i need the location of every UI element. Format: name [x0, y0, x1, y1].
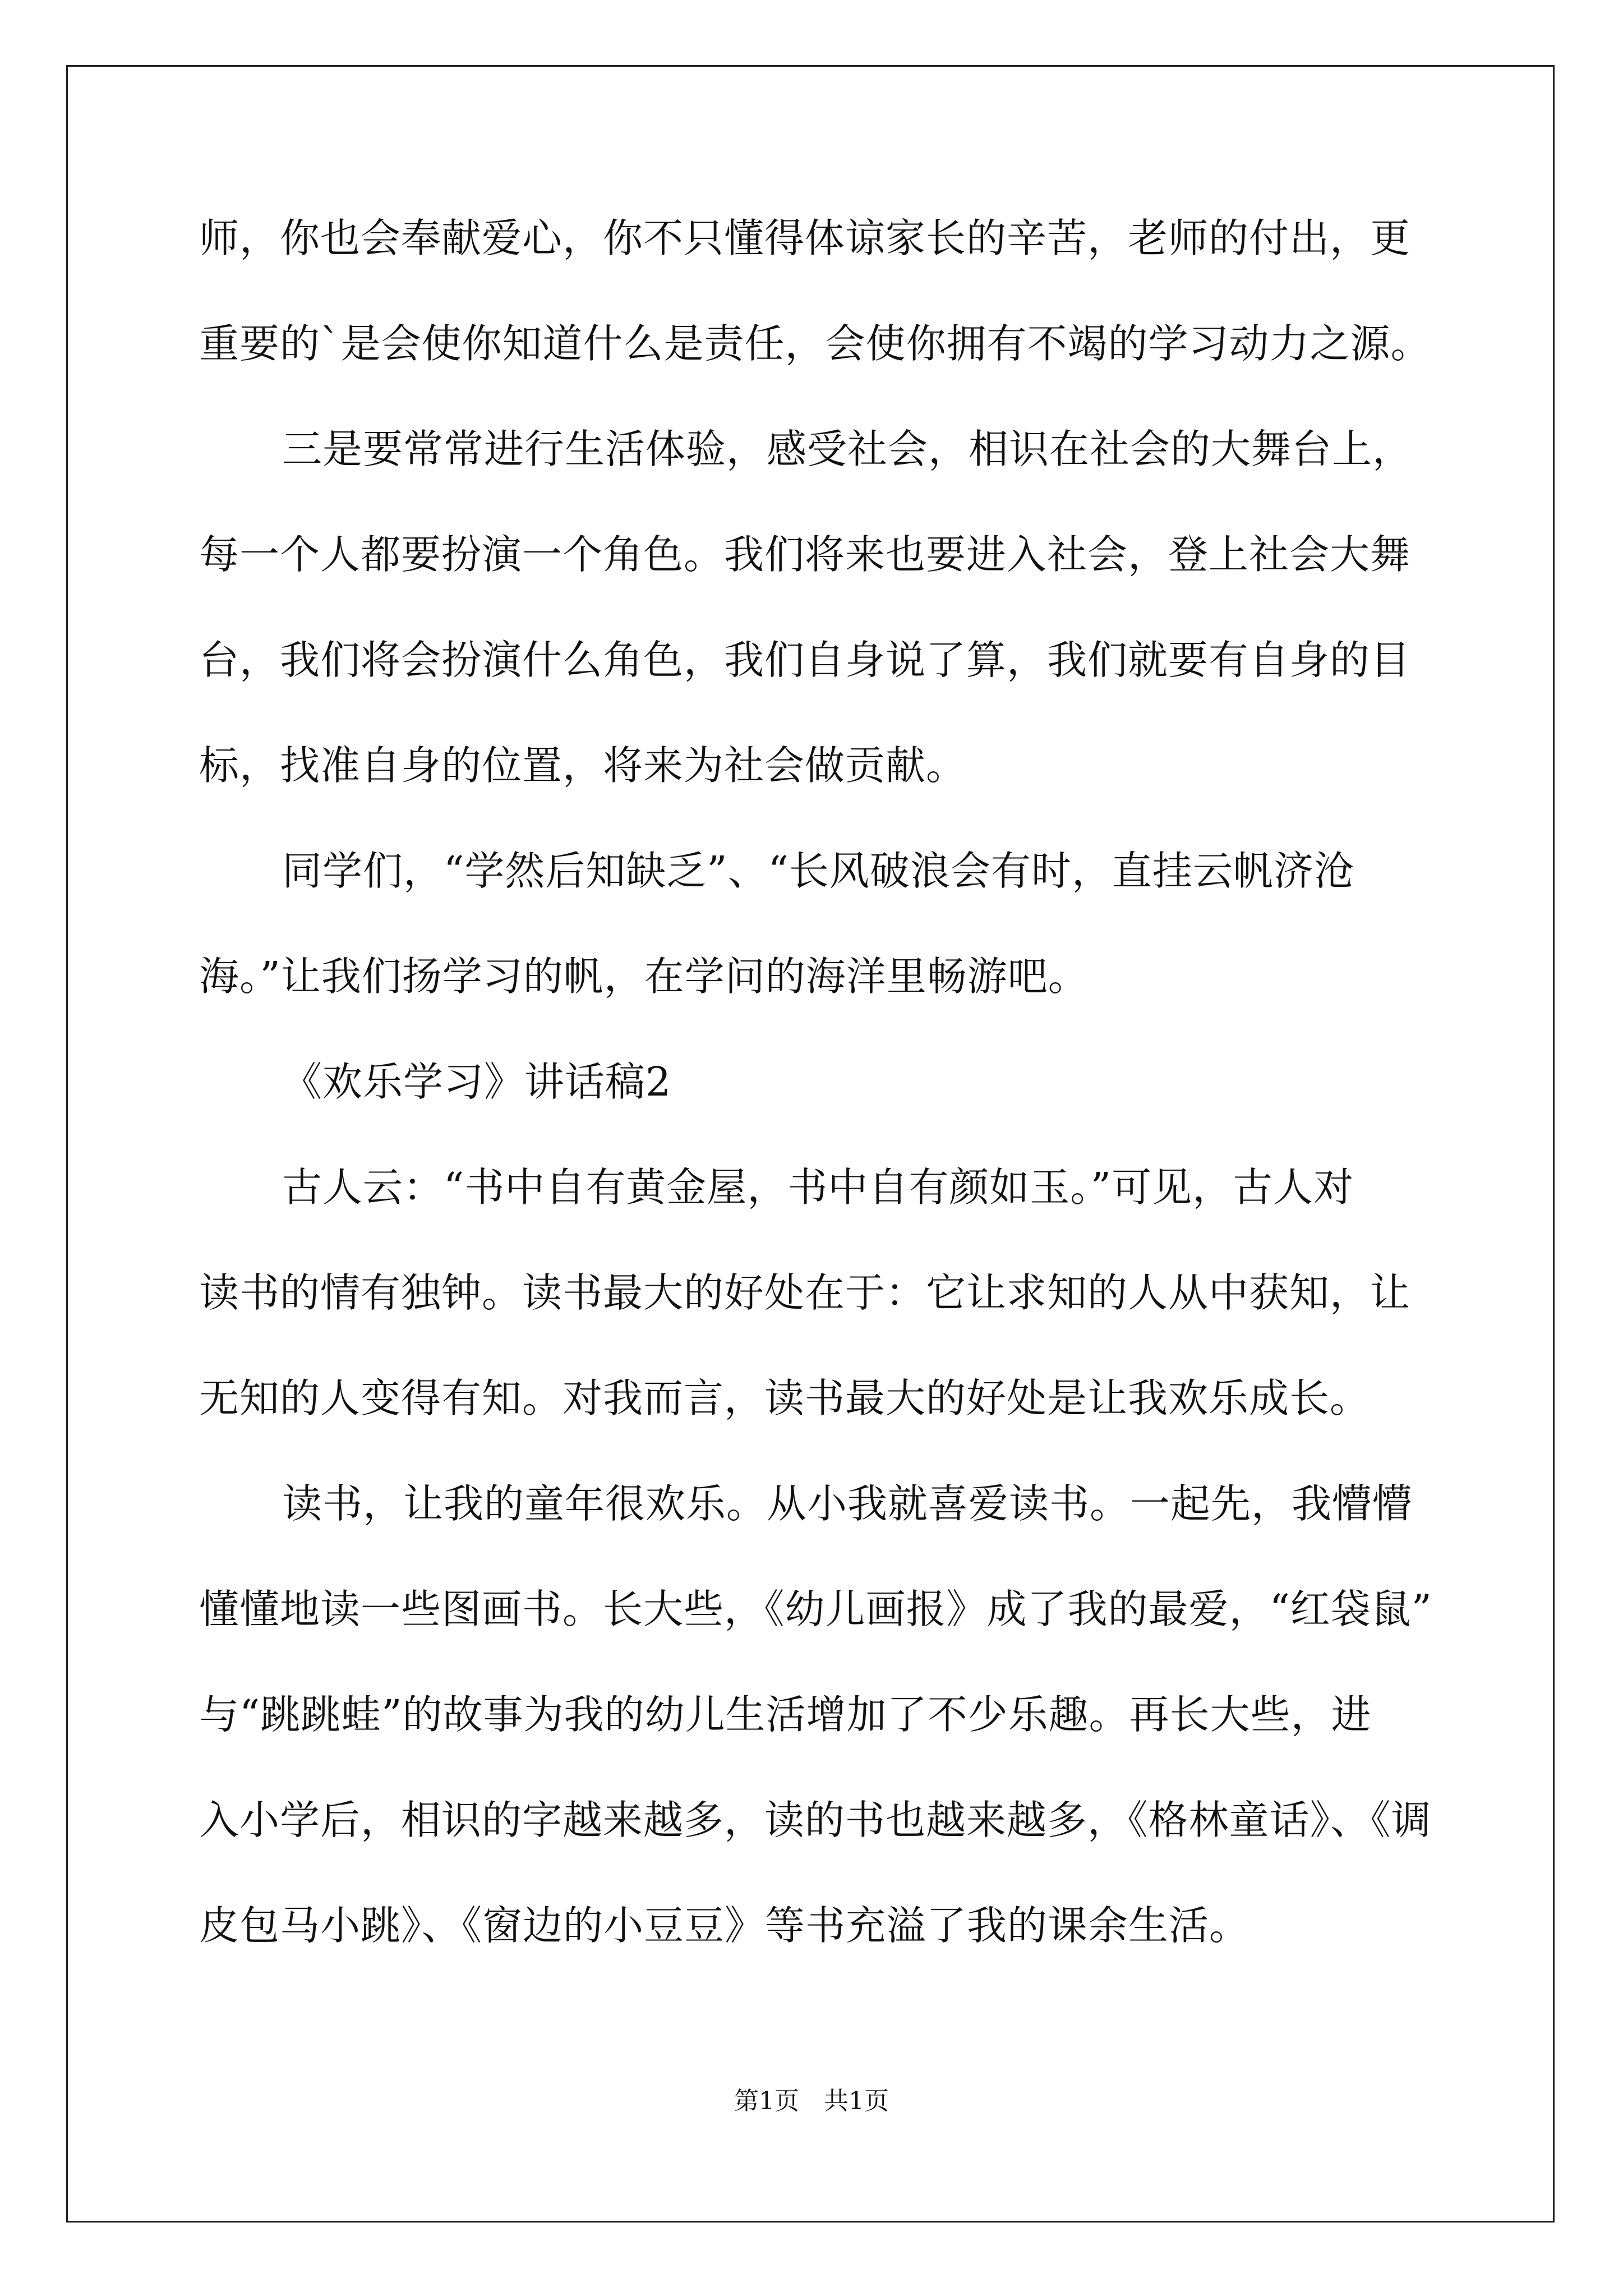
text-line: 读书的情有独钟。读书最大的好处在于：它让求知的人从中获知，让 [199, 1269, 1411, 1316]
text-line: 重要的`是会使你知道什么是责任，会使你拥有不竭的学习动力之源。 [199, 320, 1431, 367]
text-line: 与“跳跳蛙”的故事为我的幼儿生活增加了不少乐趣。再长大些，进 [199, 1691, 1372, 1738]
paragraph-first-line: 同学们，“学然后知缺乏”、“长风破浪会有时，直挂云帆济沧 [282, 848, 1354, 894]
text-line: 入小学后，相识的字越来越多，读的书也越来越多，《格林童话》、《调 [199, 1797, 1432, 1843]
text-line: 师，你也会奉献爱心，你不只懂得体谅家长的辛苦，老师的付出，更 [199, 215, 1411, 261]
paragraph-first-line: 三是要常常进行生活体验，感受社会，相识在社会的大舞台上， [282, 426, 1413, 472]
paragraph-first-line: 古人云：“书中自有黄金屋，书中自有颜如玉。”可见，古人对 [282, 1164, 1354, 1211]
text-line: 每一个人都要扮演一个角色。我们将来也要进入社会，登上社会大舞 [199, 531, 1411, 578]
text-line: 无知的人变得有知。对我而言，读书最大的好处是让我欢乐成长。 [199, 1375, 1371, 1421]
text-line: 懂懂地读一些图画书。长大些，《幼儿画报》成了我的最爱，“红袋鼠” [199, 1586, 1433, 1632]
text-line: 标，找准自身的位置，将来为社会做贡献。 [199, 742, 967, 789]
text-line: 海。”让我们扬学习的帆，在学问的海洋里畅游吧。 [199, 953, 1089, 1000]
paragraph-first-line: 读书，让我的童年很欢乐。从小我就喜爱读书。一起先，我懵懵 [282, 1480, 1413, 1527]
text-line: 台，我们将会扮演什么角色，我们自身说了算，我们就要有自身的目 [199, 637, 1411, 683]
page-footer: 第1页 共1页 [734, 2087, 889, 2115]
page-border [66, 65, 1555, 2223]
text-line: 皮包马小跳》、《窗边的小豆豆》等书充溢了我的课余生活。 [199, 1902, 1250, 1949]
section-heading: 《欢乐学习》讲话稿2 [282, 1059, 672, 1105]
